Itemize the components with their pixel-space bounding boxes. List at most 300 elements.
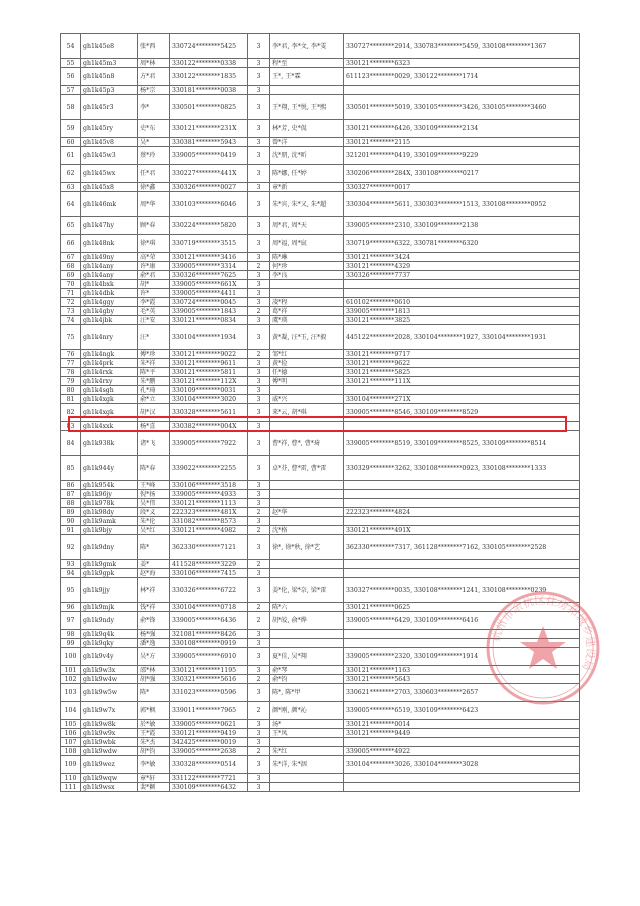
applicant-id-number: 330109********6432 bbox=[170, 783, 248, 792]
row-number: 57 bbox=[61, 86, 81, 95]
applicant-name: 俞*君 bbox=[138, 271, 170, 280]
applicant-name: 高*荣 bbox=[138, 253, 170, 262]
member-id-numbers: 330121********9449 bbox=[344, 729, 580, 738]
table-row bbox=[61, 359, 580, 368]
household-size: 2 bbox=[248, 262, 270, 271]
member-id-numbers: 330121********9622 bbox=[344, 359, 580, 368]
household-members bbox=[270, 86, 344, 95]
row-number: 54 bbox=[61, 34, 81, 59]
table-row bbox=[61, 307, 580, 316]
lottery-code: gh1k47hy bbox=[81, 217, 138, 235]
lottery-code: gh1k4ggy bbox=[81, 298, 138, 307]
household-members bbox=[270, 783, 344, 792]
member-id-numbers bbox=[344, 499, 580, 508]
household-size: 2 bbox=[248, 702, 270, 720]
applicant-name: 许* bbox=[138, 289, 170, 298]
member-id-numbers: 330329********3262, 330108********0923, 330108********1333 bbox=[344, 456, 580, 481]
household-size: 2 bbox=[248, 603, 270, 612]
member-id-numbers: 330121********9717 bbox=[344, 350, 580, 359]
member-id-numbers bbox=[344, 569, 580, 578]
table-row bbox=[61, 729, 580, 738]
applicant-name: 林*祥 bbox=[138, 578, 170, 603]
table-row bbox=[61, 526, 580, 535]
household-members: 俞*琴 bbox=[270, 666, 344, 675]
lottery-code: gh1k45ry bbox=[81, 120, 138, 138]
row-number: 102 bbox=[61, 675, 81, 684]
applicant-name: 段*义 bbox=[138, 508, 170, 517]
applicant-id-number: 330121********9419 bbox=[170, 729, 248, 738]
household-size: 3 bbox=[248, 774, 270, 783]
household-size: 3 bbox=[248, 666, 270, 675]
lottery-code: gh1k9qky bbox=[81, 639, 138, 648]
lottery-code: gh1k938k bbox=[81, 431, 138, 456]
household-size: 3 bbox=[248, 217, 270, 235]
applicant-id-number: 330109********0031 bbox=[170, 386, 248, 395]
lottery-code: gh1k4nry bbox=[81, 325, 138, 350]
lottery-code: gh1k9ndy bbox=[81, 612, 138, 630]
member-id-numbers: 330121********3825 bbox=[344, 316, 580, 325]
row-number: 94 bbox=[61, 569, 81, 578]
applicant-id-number: 339005********0621 bbox=[170, 720, 248, 729]
member-id-numbers bbox=[344, 783, 580, 792]
household-members bbox=[270, 560, 344, 569]
household-members bbox=[270, 289, 344, 298]
table-row bbox=[61, 774, 580, 783]
lottery-code: gh1k4dbk bbox=[81, 289, 138, 298]
seal-ring-text: 杭州市余杭区住房和城乡建设局 bbox=[489, 593, 598, 673]
household-members: 陈*, 陈*甲 bbox=[270, 684, 344, 702]
applicant-name: 孔*琦 bbox=[138, 386, 170, 395]
row-number: 69 bbox=[61, 271, 81, 280]
member-id-numbers bbox=[344, 386, 580, 395]
applicant-name: 李*敏 bbox=[138, 756, 170, 774]
household-members: 黄*凝, 汪*玉, 汪*毅 bbox=[270, 325, 344, 350]
row-number: 92 bbox=[61, 535, 81, 560]
applicant-name: 胡*汉 bbox=[138, 404, 170, 422]
household-members: 任*德 bbox=[270, 368, 344, 377]
household-members: 胡*皎, 俞*烨 bbox=[270, 612, 344, 630]
member-id-numbers: 339005********1813 bbox=[344, 307, 580, 316]
member-id-numbers: 610102********0610 bbox=[344, 298, 580, 307]
applicant-id-number: 339022********2255 bbox=[170, 456, 248, 481]
member-id-numbers: 330121********6426, 330109********2134 bbox=[344, 120, 580, 138]
applicant-name: 毛*英 bbox=[138, 307, 170, 316]
lottery-code: gh1k9w9x bbox=[81, 729, 138, 738]
member-id-numbers: 445122********2028, 330104********1927, 330104********1931 bbox=[344, 325, 580, 350]
applicant-name: 於*敏 bbox=[138, 720, 170, 729]
applicant-id-number: 330104********0718 bbox=[170, 603, 248, 612]
household-members: 林*芳, 史*侃 bbox=[270, 120, 344, 138]
row-number: 79 bbox=[61, 377, 81, 386]
applicant-id-number: 330328********5611 bbox=[170, 404, 248, 422]
table-row bbox=[61, 165, 580, 183]
household-size: 3 bbox=[248, 720, 270, 729]
household-size: 2 bbox=[248, 526, 270, 535]
lottery-code: gh1k944y bbox=[81, 456, 138, 481]
household-members: 凌*程 bbox=[270, 298, 344, 307]
applicant-name: 杨*强 bbox=[138, 630, 170, 639]
household-members bbox=[270, 481, 344, 490]
applicant-id-number: 330382********004X bbox=[170, 422, 248, 431]
household-size: 3 bbox=[248, 756, 270, 774]
applicant-name: 陈* bbox=[138, 535, 170, 560]
member-id-numbers: 330327********0017 bbox=[344, 183, 580, 192]
household-members: 朱*洋, 朱*洇 bbox=[270, 756, 344, 774]
applicant-id-number: 330719********3515 bbox=[170, 235, 248, 253]
household-size: 3 bbox=[248, 729, 270, 738]
applicant-name: 胡*钧 bbox=[138, 747, 170, 756]
member-id-numbers: 330121********2115 bbox=[344, 138, 580, 147]
lottery-code: gh1k4rxk bbox=[81, 368, 138, 377]
applicant-name: 邵*林 bbox=[138, 666, 170, 675]
household-size: 3 bbox=[248, 395, 270, 404]
applicant-id-number: 330326********6722 bbox=[170, 578, 248, 603]
member-id-numbers: 339005********6519, 330109********6423 bbox=[344, 702, 580, 720]
household-size: 3 bbox=[248, 490, 270, 499]
household-size: 3 bbox=[248, 165, 270, 183]
household-size: 3 bbox=[248, 289, 270, 298]
applicant-name: 陈*春 bbox=[138, 456, 170, 481]
household-members bbox=[270, 630, 344, 639]
household-members bbox=[270, 738, 344, 747]
table-row bbox=[61, 316, 580, 325]
household-size: 3 bbox=[248, 499, 270, 508]
member-id-numbers bbox=[344, 490, 580, 499]
household-size: 2 bbox=[248, 508, 270, 517]
applicant-name: 徐*琪 bbox=[138, 235, 170, 253]
applicant-id-number: 330122********0338 bbox=[170, 59, 248, 68]
table-row bbox=[61, 235, 580, 253]
member-id-numbers: 330621********2703, 330603********2657 bbox=[344, 684, 580, 702]
household-size: 3 bbox=[248, 183, 270, 192]
household-size: 2 bbox=[248, 612, 270, 630]
household-size: 3 bbox=[248, 316, 270, 325]
applicant-name: 胡*强 bbox=[138, 675, 170, 684]
household-members: 王*翔, 王*悦, 王*熙 bbox=[270, 95, 344, 120]
member-id-numbers: 330121********0014 bbox=[344, 720, 580, 729]
household-members: 颜*刚, 颜*沁 bbox=[270, 702, 344, 720]
applicant-name: 徐*鑫 bbox=[138, 183, 170, 192]
member-id-numbers: 330327********0035, 330108********1241, 330108********0239 bbox=[344, 578, 580, 603]
lottery-code: gh1k9w3x bbox=[81, 666, 138, 675]
member-id-numbers: 339005********2310, 330109********2138 bbox=[344, 217, 580, 235]
applicant-name: 吴* bbox=[138, 138, 170, 147]
row-number: 86 bbox=[61, 481, 81, 490]
lottery-code: gh1k49ny bbox=[81, 253, 138, 262]
applicant-id-number: 330501********0825 bbox=[170, 95, 248, 120]
household-members: 周*福, 周*宸 bbox=[270, 235, 344, 253]
lottery-code: gh1k45w3 bbox=[81, 147, 138, 165]
household-size: 3 bbox=[248, 280, 270, 289]
row-number: 64 bbox=[61, 192, 81, 217]
applicant-name: 潘*逸 bbox=[138, 639, 170, 648]
row-number: 82 bbox=[61, 404, 81, 422]
table-row bbox=[61, 535, 580, 560]
lottery-code: gh1k9w8k bbox=[81, 720, 138, 729]
applicant-name: 史*东 bbox=[138, 120, 170, 138]
household-size: 3 bbox=[248, 253, 270, 262]
table-row bbox=[61, 560, 580, 569]
household-members: 黄*俭 bbox=[270, 359, 344, 368]
table-row bbox=[61, 253, 580, 262]
household-size: 3 bbox=[248, 783, 270, 792]
member-id-numbers: 330905********8546, 330109********8529 bbox=[344, 404, 580, 422]
household-size: 3 bbox=[248, 639, 270, 648]
table-row bbox=[61, 192, 580, 217]
household-members: 沈*格 bbox=[270, 526, 344, 535]
member-id-numbers: 339005********6429, 330109********6416 bbox=[344, 612, 580, 630]
applicant-id-number: 339005********2638 bbox=[170, 747, 248, 756]
member-id-numbers: 330727********2914, 330783********5459, 330108********1367 bbox=[344, 34, 580, 59]
table-row bbox=[61, 289, 580, 298]
applicant-id-number: 411528********3229 bbox=[170, 560, 248, 569]
row-number: 87 bbox=[61, 490, 81, 499]
applicant-name: 傅*珍 bbox=[138, 350, 170, 359]
member-id-numbers: 330104********3026, 330104********3028 bbox=[344, 756, 580, 774]
lottery-code: gh1k4any bbox=[81, 271, 138, 280]
table-row bbox=[61, 350, 580, 359]
member-id-numbers: 330121********0625 bbox=[344, 603, 580, 612]
applicant-id-number: 339005********4411 bbox=[170, 289, 248, 298]
household-members: 曹*祥, 曹*, 曹*琦 bbox=[270, 431, 344, 456]
applicant-id-number: 330121********0834 bbox=[170, 316, 248, 325]
household-members: 陈*琳 bbox=[270, 253, 344, 262]
household-size: 3 bbox=[248, 535, 270, 560]
lottery-code: gh1k9wdw bbox=[81, 747, 138, 756]
household-size: 3 bbox=[248, 359, 270, 368]
applicant-name: 许*康 bbox=[138, 262, 170, 271]
table-row bbox=[61, 298, 580, 307]
lottery-code: gh1k4rxy bbox=[81, 377, 138, 386]
lottery-code: gh1k9amk bbox=[81, 517, 138, 526]
lottery-code: gh1k954k bbox=[81, 481, 138, 490]
row-number: 88 bbox=[61, 499, 81, 508]
applicant-id-number: 222323********481X bbox=[170, 508, 248, 517]
table-row bbox=[61, 183, 580, 192]
household-size: 3 bbox=[248, 422, 270, 431]
applicant-id-number: 330321********5616 bbox=[170, 675, 248, 684]
row-number: 56 bbox=[61, 68, 81, 86]
lottery-code: gh1k45wx bbox=[81, 165, 138, 183]
household-size: 3 bbox=[248, 517, 270, 526]
member-id-numbers: 330121********1163 bbox=[344, 666, 580, 675]
table-row bbox=[61, 783, 580, 792]
table-row bbox=[61, 431, 580, 456]
applicant-name: 裴*颖 bbox=[138, 783, 170, 792]
applicant-id-number: 330326********7625 bbox=[170, 271, 248, 280]
row-number: 75 bbox=[61, 325, 81, 350]
member-id-numbers: 362330********7317, 361128********7162, 330105********2528 bbox=[344, 535, 580, 560]
household-members: 章*新 bbox=[270, 183, 344, 192]
member-id-numbers: 330501********5019, 330105********3426, 330105********3460 bbox=[344, 95, 580, 120]
applicant-name: 朱*鹏 bbox=[138, 377, 170, 386]
household-members: 虞*瑛 bbox=[270, 316, 344, 325]
member-id-numbers: 339005********4922 bbox=[344, 747, 580, 756]
lottery-code: gh1k45p3 bbox=[81, 86, 138, 95]
row-number: 59 bbox=[61, 120, 81, 138]
applicant-id-number: 339005********4933 bbox=[170, 490, 248, 499]
table-row bbox=[61, 508, 580, 517]
applicant-name: 汪* bbox=[138, 325, 170, 350]
household-members: 戚*兴 bbox=[270, 395, 344, 404]
household-size: 3 bbox=[248, 431, 270, 456]
table-row bbox=[61, 756, 580, 774]
household-members: 李*良 bbox=[270, 271, 344, 280]
row-number: 93 bbox=[61, 560, 81, 569]
applicant-id-number: 339005********0419 bbox=[170, 147, 248, 165]
table-row bbox=[61, 120, 580, 138]
applicant-name: 吴*伟 bbox=[138, 499, 170, 508]
lottery-code: gh1k9wqw bbox=[81, 774, 138, 783]
household-size: 2 bbox=[248, 675, 270, 684]
lottery-code: gh1k96jy bbox=[81, 490, 138, 499]
applicant-id-number: 330121********3416 bbox=[170, 253, 248, 262]
member-id-numbers bbox=[344, 280, 580, 289]
applicant-id-number: 330104********1934 bbox=[170, 325, 248, 350]
table-row bbox=[61, 720, 580, 729]
household-size: 3 bbox=[248, 95, 270, 120]
row-number: 70 bbox=[61, 280, 81, 289]
household-members: 赵*华 bbox=[270, 508, 344, 517]
household-size: 3 bbox=[248, 404, 270, 422]
member-id-numbers bbox=[344, 517, 580, 526]
row-number: 67 bbox=[61, 253, 81, 262]
applicant-id-number: 342425********0019 bbox=[170, 738, 248, 747]
member-id-numbers bbox=[344, 774, 580, 783]
lottery-code: gh1k45r3 bbox=[81, 95, 138, 120]
household-members: 俞*钧 bbox=[270, 675, 344, 684]
applicant-id-number: 330108********0919 bbox=[170, 639, 248, 648]
household-members bbox=[270, 517, 344, 526]
row-number: 99 bbox=[61, 639, 81, 648]
household-members: 程*至 bbox=[270, 59, 344, 68]
applicant-name: 张*西 bbox=[138, 34, 170, 59]
table-row bbox=[61, 747, 580, 756]
lottery-code: gh1k978k bbox=[81, 499, 138, 508]
applicant-name: 章*轩 bbox=[138, 774, 170, 783]
lottery-code: gh1k4gby bbox=[81, 307, 138, 316]
member-id-numbers: 330719********6322, 330781********6320 bbox=[344, 235, 580, 253]
lottery-code: gh1k45v8 bbox=[81, 138, 138, 147]
household-size: 3 bbox=[248, 481, 270, 490]
household-size: 2 bbox=[248, 350, 270, 359]
household-size: 2 bbox=[248, 747, 270, 756]
household-size: 3 bbox=[248, 368, 270, 377]
applicant-id-number: 339005********7922 bbox=[170, 431, 248, 456]
row-number: 97 bbox=[61, 612, 81, 630]
household-size: 3 bbox=[248, 68, 270, 86]
table-row bbox=[61, 138, 580, 147]
applicant-name: 俞*锋 bbox=[138, 612, 170, 630]
applicant-name: 蔡*玲 bbox=[138, 147, 170, 165]
applicant-id-number: 330724********5425 bbox=[170, 34, 248, 59]
applicant-id-number: 330121********112X bbox=[170, 377, 248, 386]
household-members bbox=[270, 386, 344, 395]
lottery-code: gh1k4sgh bbox=[81, 386, 138, 395]
table-row bbox=[61, 86, 580, 95]
table-row bbox=[61, 456, 580, 481]
lottery-code: gh1k9w7x bbox=[81, 702, 138, 720]
member-id-numbers bbox=[344, 86, 580, 95]
household-size: 3 bbox=[248, 298, 270, 307]
table-row bbox=[61, 395, 580, 404]
member-id-numbers: 330121********5643 bbox=[344, 675, 580, 684]
applicant-id-number: 330121********4982 bbox=[170, 526, 248, 535]
row-number: 74 bbox=[61, 316, 81, 325]
table-row bbox=[61, 34, 580, 59]
applicant-id-number: 330106********7415 bbox=[170, 569, 248, 578]
applicant-id-number: 330224********5820 bbox=[170, 217, 248, 235]
household-members: 李*君, 李*文, 李*雯 bbox=[270, 34, 344, 59]
row-number: 108 bbox=[61, 747, 81, 756]
applicant-id-number: 330121********9022 bbox=[170, 350, 248, 359]
applicant-name: 杨*宗 bbox=[138, 86, 170, 95]
table-row bbox=[61, 481, 580, 490]
applicant-name: 顾*春 bbox=[138, 217, 170, 235]
star-icon bbox=[520, 626, 566, 669]
lottery-code: gh1k4bxk bbox=[81, 280, 138, 289]
row-number: 80 bbox=[61, 386, 81, 395]
applicant-name: 郭*枫 bbox=[138, 702, 170, 720]
household-members: 朱*宾, 朱*又, 朱*超 bbox=[270, 192, 344, 217]
applicant-name: 吴*红 bbox=[138, 526, 170, 535]
row-number: 62 bbox=[61, 165, 81, 183]
row-number: 84 bbox=[61, 431, 81, 456]
household-members bbox=[270, 569, 344, 578]
household-members: 傅*明 bbox=[270, 377, 344, 386]
applicant-id-number: 330121********5811 bbox=[170, 368, 248, 377]
household-members: 葛*祥 bbox=[270, 307, 344, 316]
lottery-code: gh1k9wbk bbox=[81, 738, 138, 747]
member-id-numbers bbox=[344, 738, 580, 747]
applicant-id-number: 330106********3518 bbox=[170, 481, 248, 490]
member-id-numbers: 330121********3424 bbox=[344, 253, 580, 262]
lottery-code: gh1k4prk bbox=[81, 359, 138, 368]
household-size: 3 bbox=[248, 138, 270, 147]
household-size: 3 bbox=[248, 325, 270, 350]
applicant-id-number: 330328********0514 bbox=[170, 756, 248, 774]
household-size: 2 bbox=[248, 560, 270, 569]
row-number: 65 bbox=[61, 217, 81, 235]
household-size: 3 bbox=[248, 120, 270, 138]
applicant-name: 朱*杰 bbox=[138, 738, 170, 747]
household-members bbox=[270, 774, 344, 783]
table-row bbox=[61, 569, 580, 578]
row-number: 60 bbox=[61, 138, 81, 147]
row-number: 71 bbox=[61, 289, 81, 298]
household-size: 3 bbox=[248, 147, 270, 165]
row-number: 109 bbox=[61, 756, 81, 774]
applicant-name: 赵*海 bbox=[138, 569, 170, 578]
applicant-name: 姜* bbox=[138, 560, 170, 569]
member-id-numbers bbox=[344, 289, 580, 298]
row-number: 104 bbox=[61, 702, 81, 720]
row-number: 85 bbox=[61, 456, 81, 481]
applicant-id-number: 330121********1195 bbox=[170, 666, 248, 675]
applicant-name: 陈*平 bbox=[138, 368, 170, 377]
applicant-id-number: 331082********8573 bbox=[170, 517, 248, 526]
row-number: 73 bbox=[61, 307, 81, 316]
row-number: 106 bbox=[61, 729, 81, 738]
household-size: 3 bbox=[248, 569, 270, 578]
household-size: 3 bbox=[248, 630, 270, 639]
applicant-name: 周*林 bbox=[138, 59, 170, 68]
table-row bbox=[61, 368, 580, 377]
household-members: 周*君, 周*天 bbox=[270, 217, 344, 235]
lottery-code: gh1k45x8 bbox=[81, 183, 138, 192]
household-members: 王*凤 bbox=[270, 729, 344, 738]
lottery-code: gh1k4xgk bbox=[81, 395, 138, 404]
